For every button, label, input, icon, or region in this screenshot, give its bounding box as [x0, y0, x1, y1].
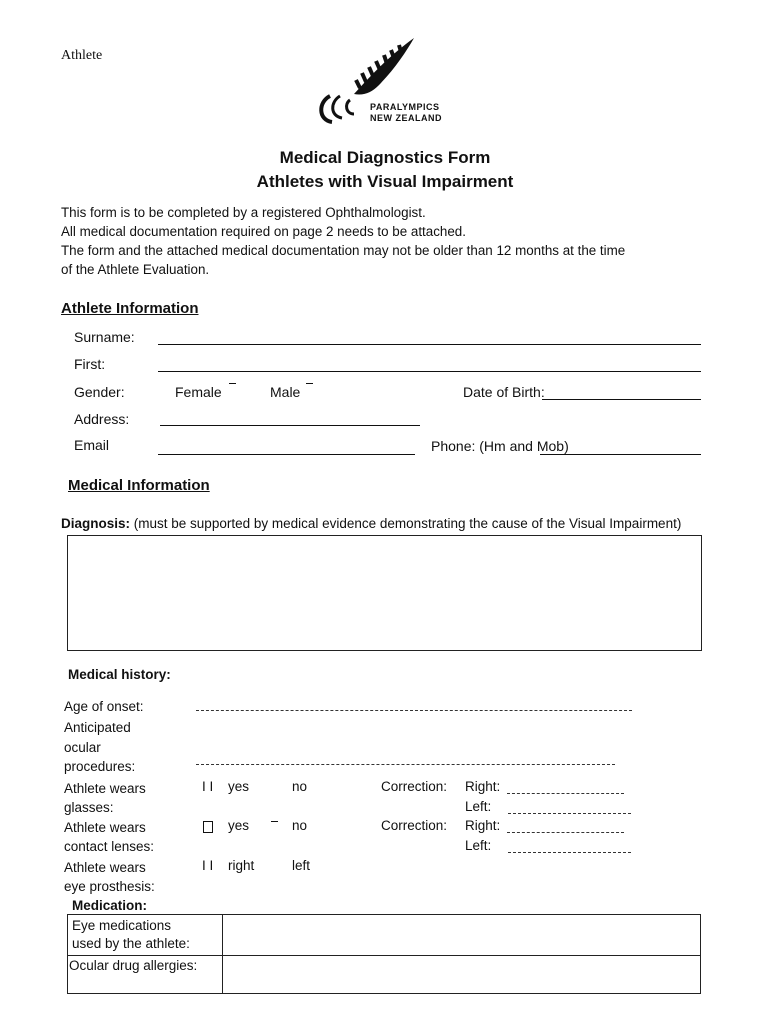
first-name-label: First: [74, 356, 106, 372]
glasses-yes-label: yes [228, 779, 250, 794]
address-field[interactable] [160, 425, 420, 426]
age-onset-label: Age of onset: [64, 699, 144, 714]
diagnosis-note: (must be supported by medical evidence demonstrating the cause of the Visual Impairment) [133, 516, 682, 531]
prosthesis-right-label: right [228, 858, 255, 873]
glasses-yes-checkbox[interactable]: I I [202, 779, 214, 794]
surname-field[interactable] [158, 344, 701, 345]
intro-line: This form is to be completed by a registered Ophthalmologist. [61, 205, 426, 220]
prosthesis-left-label: left [292, 858, 311, 873]
paralympics-logo [316, 36, 461, 128]
label-line: Athlete wears [64, 860, 146, 875]
intro-line: The form and the attached medical documentation may not be older than 12 months at the time [61, 243, 626, 258]
lenses-yes-checkbox[interactable] [203, 821, 213, 833]
label-line: eye prosthesis: [64, 879, 155, 894]
anticipated-procedures-label [64, 718, 135, 777]
lenses-left-field[interactable] [508, 852, 631, 853]
glasses-label [64, 779, 146, 817]
form-title: Medical Diagnostics Form [279, 148, 491, 167]
label-line: glasses: [64, 800, 114, 815]
anticipated-procedures-field[interactable] [196, 764, 615, 765]
lenses-correction-label: Correction: [381, 818, 448, 833]
diagnosis-textbox[interactable] [67, 535, 702, 651]
medication-table [67, 914, 701, 994]
first-name-field[interactable] [158, 371, 701, 372]
diagnosis-label: Diagnosis: [61, 516, 131, 531]
lenses-left-label: Left: [465, 838, 492, 853]
lenses-no-checkbox[interactable] [271, 821, 278, 822]
glasses-no-label: no [292, 779, 308, 794]
medical-info-heading: Medical Information [68, 477, 210, 494]
label-line: Athlete wears [64, 820, 146, 835]
prosthesis-label [64, 858, 155, 896]
label-line: used by the athlete: [72, 936, 190, 951]
label-line: contact lenses: [64, 839, 155, 854]
phone-label: Phone: (Hm and Mob) [431, 438, 569, 454]
email-field[interactable] [158, 454, 415, 455]
eye-medications-label [68, 915, 223, 956]
athlete-header-label: Athlete [61, 48, 103, 63]
lenses-no-label: no [292, 818, 308, 833]
medication-heading: Medication: [72, 898, 148, 913]
prosthesis-right-checkbox[interactable]: I I [202, 858, 214, 873]
diagnosis-line [61, 516, 681, 531]
phone-field[interactable] [540, 454, 701, 455]
glasses-right-field[interactable] [507, 793, 624, 794]
dob-field[interactable] [542, 399, 701, 400]
glasses-left-field[interactable] [508, 813, 631, 814]
logo-text-line1: PARALYMPICS [370, 102, 440, 112]
gender-label: Gender: [74, 384, 125, 400]
logo-text-line2: NEW ZEALAND [370, 113, 442, 123]
label-line: ocular [64, 739, 101, 755]
table-row [68, 915, 701, 956]
glasses-right-label: Right: [465, 779, 501, 794]
lenses-right-label: Right: [465, 818, 501, 833]
female-label: Female [175, 384, 222, 400]
intro-text [61, 203, 625, 279]
form-subtitle: Athletes with Visual Impairment [256, 172, 514, 191]
lenses-right-field[interactable] [507, 832, 624, 833]
email-label: Email [74, 437, 110, 453]
surname-label: Surname: [74, 329, 135, 345]
intro-line: All medical documentation required on page 2 needs to be attached. [61, 224, 466, 239]
glasses-correction-label: Correction: [381, 779, 448, 794]
male-checkbox[interactable] [306, 383, 313, 384]
intro-line: of the Athlete Evaluation. [61, 262, 210, 277]
ocular-allergies-label: Ocular drug allergies: [68, 956, 223, 994]
medical-history-heading: Medical history: [68, 667, 171, 682]
age-onset-field[interactable] [196, 710, 632, 711]
address-label: Address: [74, 411, 130, 427]
ocular-allergies-field[interactable] [223, 956, 701, 994]
male-label: Male [270, 384, 301, 400]
glasses-left-label: Left: [465, 799, 492, 814]
athlete-info-heading: Athlete Information [61, 300, 199, 317]
label-line: procedures: [64, 759, 136, 774]
eye-medications-field[interactable] [223, 915, 701, 956]
table-row [68, 956, 701, 994]
label-line: Anticipated [64, 720, 131, 735]
lenses-yes-label: yes [228, 818, 250, 833]
label-line: Eye medications [72, 918, 172, 933]
dob-label: Date of Birth: [463, 384, 545, 400]
contact-lenses-label [64, 818, 154, 856]
female-checkbox[interactable] [229, 383, 236, 384]
label-line: Athlete wears [64, 781, 146, 796]
